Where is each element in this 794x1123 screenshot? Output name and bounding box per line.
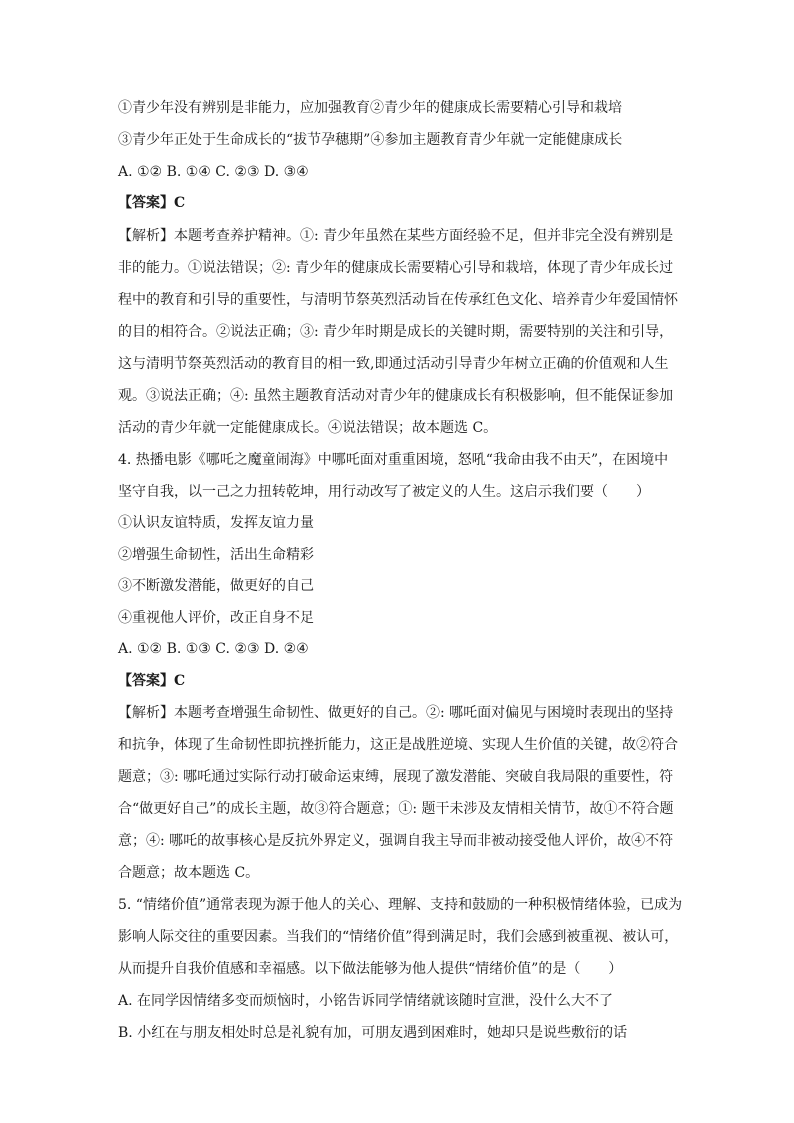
explanation-line: 题意；③: 哪吒通过实际行动打破命运束缚，展现了激发潜能、突破自我局限的重要性，符 — [118, 769, 674, 785]
answer-label: 【答案】C — [118, 195, 186, 211]
option-line: ③青少年正处于生命成长的“拔节孕穗期”④参加主题教育青少年就一定能健康成长 — [118, 132, 623, 148]
explanation-line: 非的能力。①说法错误；②: 青少年的健康成长需要精心引导和栽培，体现了青少年成长过 — [118, 260, 674, 276]
explanation-line: 【解析】本题考查养护精神。①: 青少年虽然在某些方面经验不足，但并非完全没有辨别是 — [118, 228, 674, 244]
explanation-line: 【解析】本题考查增强生命韧性、做更好的自己。②: 哪吒面对偏见与困境时表现出的坚持 — [118, 705, 674, 721]
question-4-cont: 坚守自我，以一己之力扭转乾坤，用行动改写了被定义的人生。这启示我们要（ ） — [118, 484, 650, 500]
option-line: ④重视他人评价，改正自身不足 — [118, 610, 314, 626]
choice-a: A. 在同学因情绪多变而烦恼时，小铭告诉同学情绪就该随时宣泄，没什么大不了 — [118, 993, 614, 1009]
explanation-line: 合题意；故本题选 C。 — [118, 865, 260, 881]
answer-choices: A. ①② B. ①③ C. ②③ D. ②④ — [118, 641, 309, 657]
question-5-cont: 影响人际交往的重要因素。当我们的“情绪价值”得到满足时，我们会感到被重视、被认可， — [118, 929, 679, 945]
answer-label: 【答案】C — [118, 673, 186, 689]
choice-b: B. 小红在与朋友相处时总是礼貌有加，可朋友遇到困难时，她却只是说些敷衍的话 — [118, 1025, 628, 1041]
option-line: ①认识友谊特质，发挥友谊力量 — [118, 515, 314, 531]
explanation-line: 活动的青少年就一定能健康成长。④说法错误；故本题选 C。 — [118, 420, 498, 436]
explanation-line: 和抗争，体现了生命韧性即抗挫折能力，这正是战胜逆境、实现人生价值的关键，故②符合 — [118, 737, 678, 753]
explanation-line: 的目的相符合。②说法正确；③: 青少年时期是成长的关键时期，需要特别的关注和引导， — [118, 324, 674, 340]
option-line: ②增强生命韧性，活出生命精彩 — [118, 547, 314, 563]
answer-choices: A. ①② B. ①④ C. ②③ D. ③④ — [118, 164, 309, 180]
question-4: 4. 热播电影《哪吒之魔童闹海》中哪吒面对重重困境，怒吼“我命由我不由天”，在困境中 — [118, 452, 669, 468]
question-5-cont: 从而提升自我价值感和幸福感。以下做法能够为他人提供“情绪价值”的是（ ） — [118, 961, 623, 977]
option-line: ①青少年没有辨别是非能力，应加强教育②青少年的健康成长需要精心引导和栽培 — [118, 100, 622, 116]
explanation-line: 合“做更好自己”的成长主题，故③符合题意；①: 题干未涉及友情相关情节，故①不符合题 — [118, 801, 674, 817]
explanation-line: 意；④: 哪吒的故事核心是反抗外界定义，强调自我主导而非被动接受他人评价，故④不符 — [118, 833, 674, 849]
explanation-line: 这与清明节祭英烈活动的教育目的相一致,即通过活动引导青少年树立正确的价值观和人生 — [118, 356, 669, 372]
option-line: ③不断激发潜能，做更好的自己 — [118, 578, 314, 594]
explanation-line: 程中的教育和引导的重要性，与清明节祭英烈活动旨在传承红色文化、培养青少年爱国情怀 — [118, 292, 678, 308]
explanation-line: 观。③说法正确；④: 虽然主题教育活动对青少年的健康成长有积极影响，但不能保证参加 — [118, 388, 674, 404]
question-5: 5. “情绪价值”通常表现为源于他人的关心、理解、支持和鼓励的一种积极情绪体验，已成为 — [118, 897, 683, 913]
